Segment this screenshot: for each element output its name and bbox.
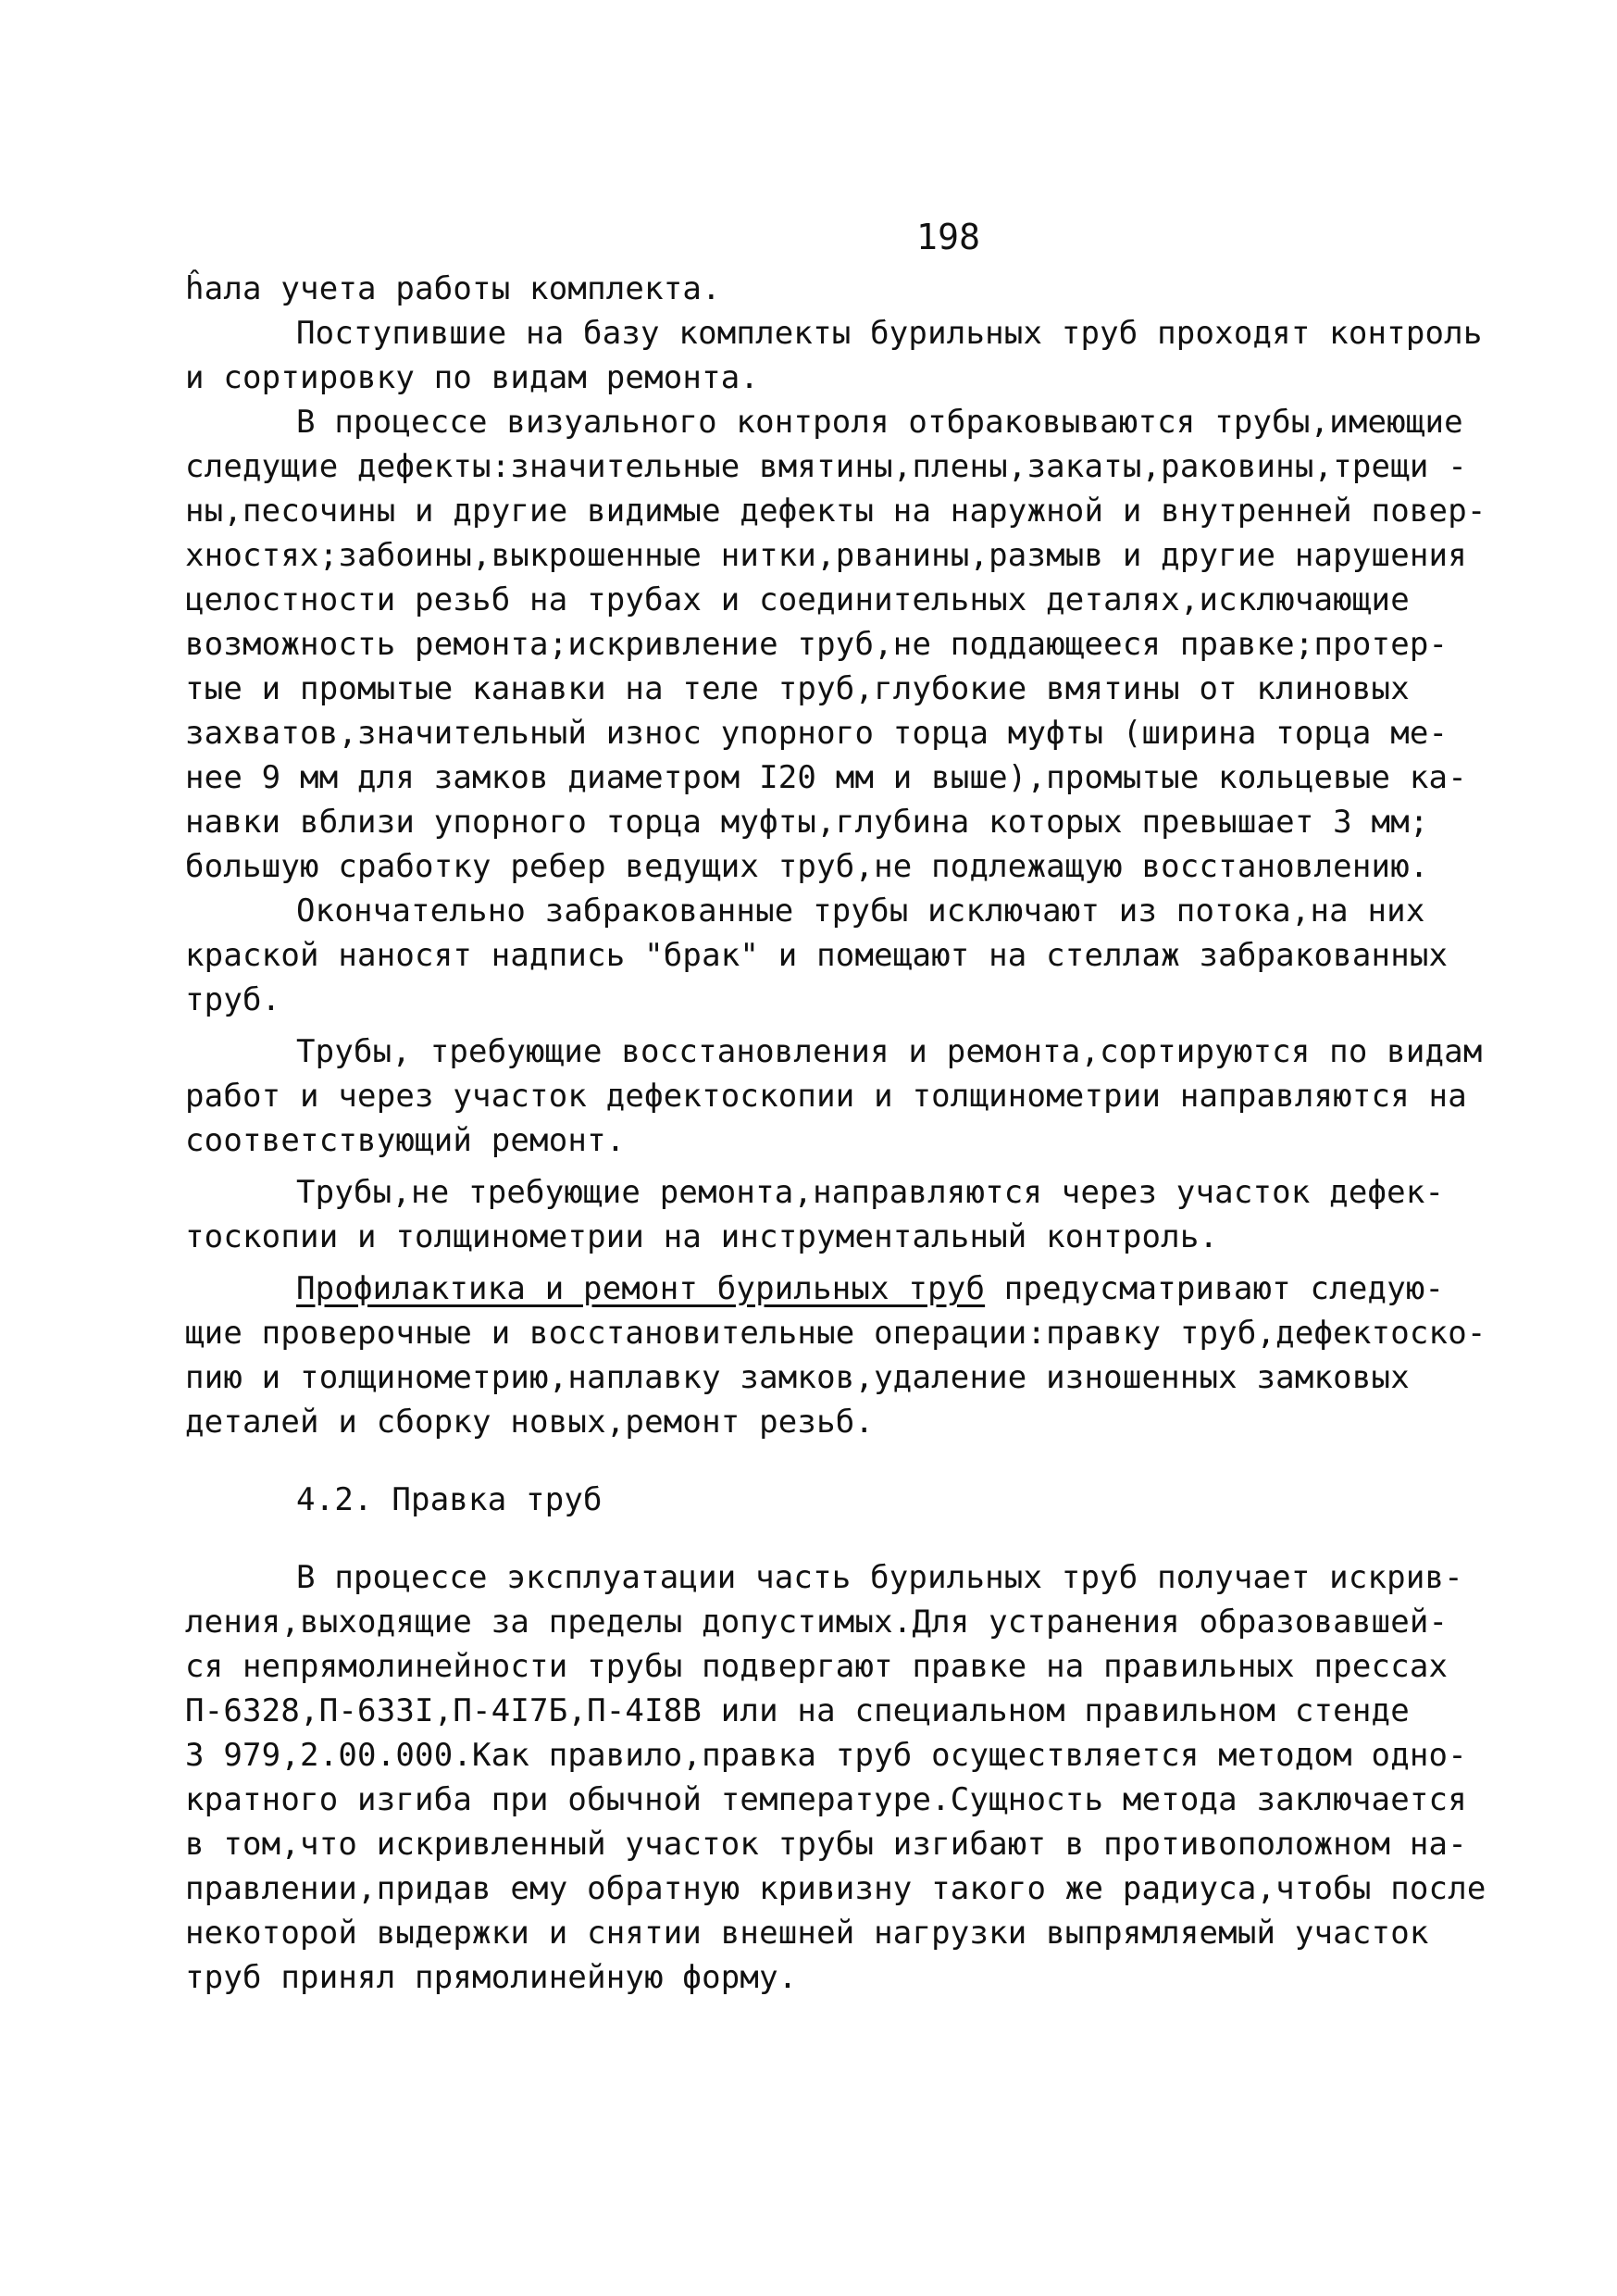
text-line: нее 9 мм для замков диаметром I20 мм и выше),промытые кольцевые ка- [185,759,1467,796]
text-line: Окончательно забракованные трубы исключают из потока,на них [296,892,1425,930]
text-line: тые и промытые канавки на теле труб,глубокие вмятины от клиновых [185,670,1410,707]
text-line: некоторой выдержки и снятии внешней нагрузки выпрямляемый участок [185,1915,1429,1952]
paragraph [185,1029,1483,1163]
text-line: навки вблизи упорного торца муфты,глубина которых превышает 3 мм; [185,804,1429,841]
text-line: Трубы, требующие восстановления и ремонта,сортируются по видам [296,1033,1483,1070]
text-line: В процессе визуального контроля отбраковываются трубы,имеющие [296,404,1463,441]
text-line: в том,что искривленный участок трубы изгибают в противоположном на- [185,1826,1467,1863]
paragraph [185,889,1449,1022]
text-line: деталей и сборку новых,ремонт резьб. [185,1404,875,1441]
text-line: тоскопии и толщинометрии на инструментальный контроль. [185,1218,1219,1255]
text-line: и сортировку по видам ремонта. [185,359,760,396]
text-line: возможность ремонта;искривление труб,не поддающееся правке;протер- [185,626,1449,663]
text-line: целостности резьб на трубах и соединительных деталях,исключающие [185,581,1410,618]
text-line: П-6328,П-633I,П-4I7Б,П-4I8В или на специальном правильном стенде [185,1692,1410,1729]
paragraph [185,311,1483,400]
text-line: труб. [185,981,281,1018]
paragraph [185,400,1486,889]
text-line: следущие дефекты:значительные вмятины,плены,закаты,раковины,трещи - [185,448,1467,485]
text-line: пию и толщинометрию,наплавку замков,удаление изношенных замковых [185,1359,1410,1396]
text-line: работ и через участок дефектоскопии и толщинометрии направляются на [185,1078,1467,1115]
text-line: ся непрямолинейности трубы подвергают правке на правильных прессах [185,1648,1449,1685]
text-line: труб принял прямолинейную форму. [185,1959,798,1996]
text-line: В процессе эксплуатации часть бурильных труб получает искрив- [296,1559,1463,1596]
text-line: Трубы,не требующие ремонта,направляются через участок дефек- [296,1174,1445,1211]
text-line [185,1267,1444,1311]
text-line: кратного изгиба при обычной температуре.Сущность метода заключается [185,1781,1467,1818]
paragraph [185,267,1444,311]
text-line: захватов,значительный износ упорного торца муфты (ширина торца ме- [185,715,1449,752]
text-segment: предусматривают следую- [985,1270,1445,1307]
text-line: соответствующий ремонт. [185,1122,626,1159]
page-number: 198 [916,217,981,257]
text-line: щие проверочные и восстановительные операции:правку труб,дефектоско- [185,1315,1486,1352]
paragraph [185,1267,1486,1444]
text-line: ления,выходящие за пределы допустимых.Для устранения образовавшей- [185,1603,1449,1641]
paragraph [185,1170,1444,1259]
text-line: краской наносят надпись "брак" и помещают на стеллаж забракованных [185,937,1449,974]
underlined-term: Профилактика и ремонт бурильных труб [296,1270,986,1307]
paragraph [185,1555,1486,2000]
text-line: хностях;забоины,выкрошенные нитки,рванины,размыв и другие нарушения [185,537,1467,574]
text-line: правлении,придав ему обратную кривизну такого же радиуса,чтобы после [185,1870,1486,1907]
text-line: Поступившие на базу комплекты бурильных труб проходят контроль [296,315,1483,352]
text-line: большую сработку ребер ведущих труб,не подлежащую восстановлению. [185,848,1429,885]
text-line: ĥала учета работы комплекта. [185,270,721,307]
text-line: 3 979,2.00.000.Как правило,правка труб осуществляется методом одно- [185,1737,1467,1774]
document-body [185,267,1486,2000]
section-heading: 4.2. Правка труб [296,1481,603,1518]
text-line: ны,песочины и другие видимые дефекты на наружной и внутренней повер- [185,493,1486,530]
